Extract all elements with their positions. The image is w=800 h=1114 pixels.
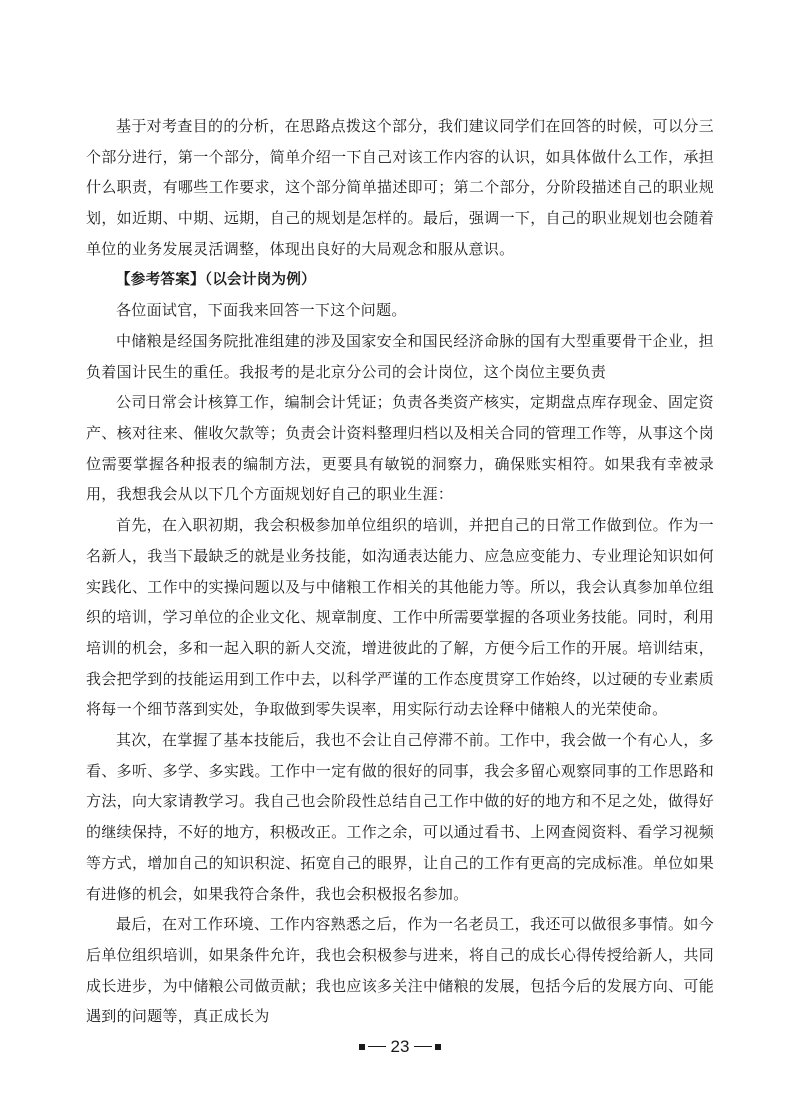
document-body	[86, 111, 714, 1032]
page-footer	[0, 1036, 800, 1057]
paragraph-second: 其次，在掌握了基本技能后，我也不会让自己停滞不前。工作中，我会做一个有心人，多看、多听、多学、多实践。工作中一定有做的很好的同事，我会多留心观察同事的工作思路和方法，向大家请教学习。我自己也会阶段性总结自己工作中做的好的地方和不足之处，做得好的继续保持，不好的地方，积极改正。工作之余，可以通过看书、上网查阅资料、看学习视频等方式，增加自己的知识积淀、拓宽自己的眼界，让自己的工作有更高的完成标准。单位如果有进修的机会，如果我符合条件，我也会积极报名参加。	[86, 731, 714, 903]
reference-answer-heading: 【参考答案】（以会计岗为例）	[116, 271, 316, 288]
square-bullet-icon	[435, 1044, 441, 1050]
paragraph-last: 最后，在对工作环境、工作内容熟悉之后，作为一名老员工，我还可以做很多事情。如今后单位组织培训，如果条件允许，我也会积极参与进来，将自己的成长心得传授给新人，共同成长进步，为中储粮公司做贡献；我也应该多关注中储粮的发展，包括今后的发展方向、可能遇到的问题等，真正成长为	[86, 915, 714, 1026]
dash-icon	[368, 1046, 386, 1048]
dash-icon	[414, 1046, 432, 1048]
paragraph-duties: 公司日常会计核算工作，编制会计凭证；负责各类资产核实，定期盘点库存现金、固定资产、核对往来、催收欠款等；负责会计资料整理归档以及相关合同的管理工作等，从事这个岗位需要掌握各种报表的编制方法，更要具有敏锐的洞察力，确保账实相符。如果我有幸被录用，我想我会从以下几个方面规划好自己的职业生涯：	[86, 393, 714, 504]
paragraph-analysis: 基于对考查目的的分析，在思路点拨这个部分，我们建议同学们在回答的时候，可以分三个部分进行，第一个部分，简单介绍一下自己对该工作内容的认识，如具体做什么工作，承担什么职责，有哪些工作要求，这个部分简单描述即可；第二个部分，分阶段描述自己的职业规划，如近期、中期、远期，自己的规划是怎样的。最后，强调一下，自己的职业规划也会随着单位的业务发展灵活调整，体现出良好的大局观念和服从意识。	[86, 117, 714, 258]
page-number: 23	[390, 1036, 410, 1056]
paragraph-greeting: 各位面试官，下面我来回答一下这个问题。	[116, 301, 407, 320]
square-bullet-icon	[359, 1044, 365, 1050]
paragraph-intro: 中储粮是经国务院批准组建的涉及国家安全和国民经济命脉的国有大型重要骨干企业，担负着国计民生的重任。我报考的是北京分公司的会计岗位，这个岗位主要负责	[86, 331, 714, 381]
paragraph-first: 首先，在入职初期，我会积极参加单位组织的培训，并把自己的日常工作做到位。作为一名新人，我当下最缺乏的就是业务技能，如沟通表达能力、应急应变能力、专业理论知识如何实践化、工作中的实操问题以及与中储粮工作相关的其他能力等。所以，我会认真参加单位组织的培训，学习单位的企业文化、规章制度、工作中所需要掌握的各项业务技能。同时，利用培训的机会，多和一起入职的新人交流，增进彼此的了解，方便今后工作的开展。培训结束，我会把学到的技能运用到工作中去，以科学严谨的工作态度贯穿工作始终，以过硬的专业素质将每一个细节落到实处，争取做到零失误率，用实际行动去诠释中储粮人的光荣使命。	[86, 516, 714, 719]
